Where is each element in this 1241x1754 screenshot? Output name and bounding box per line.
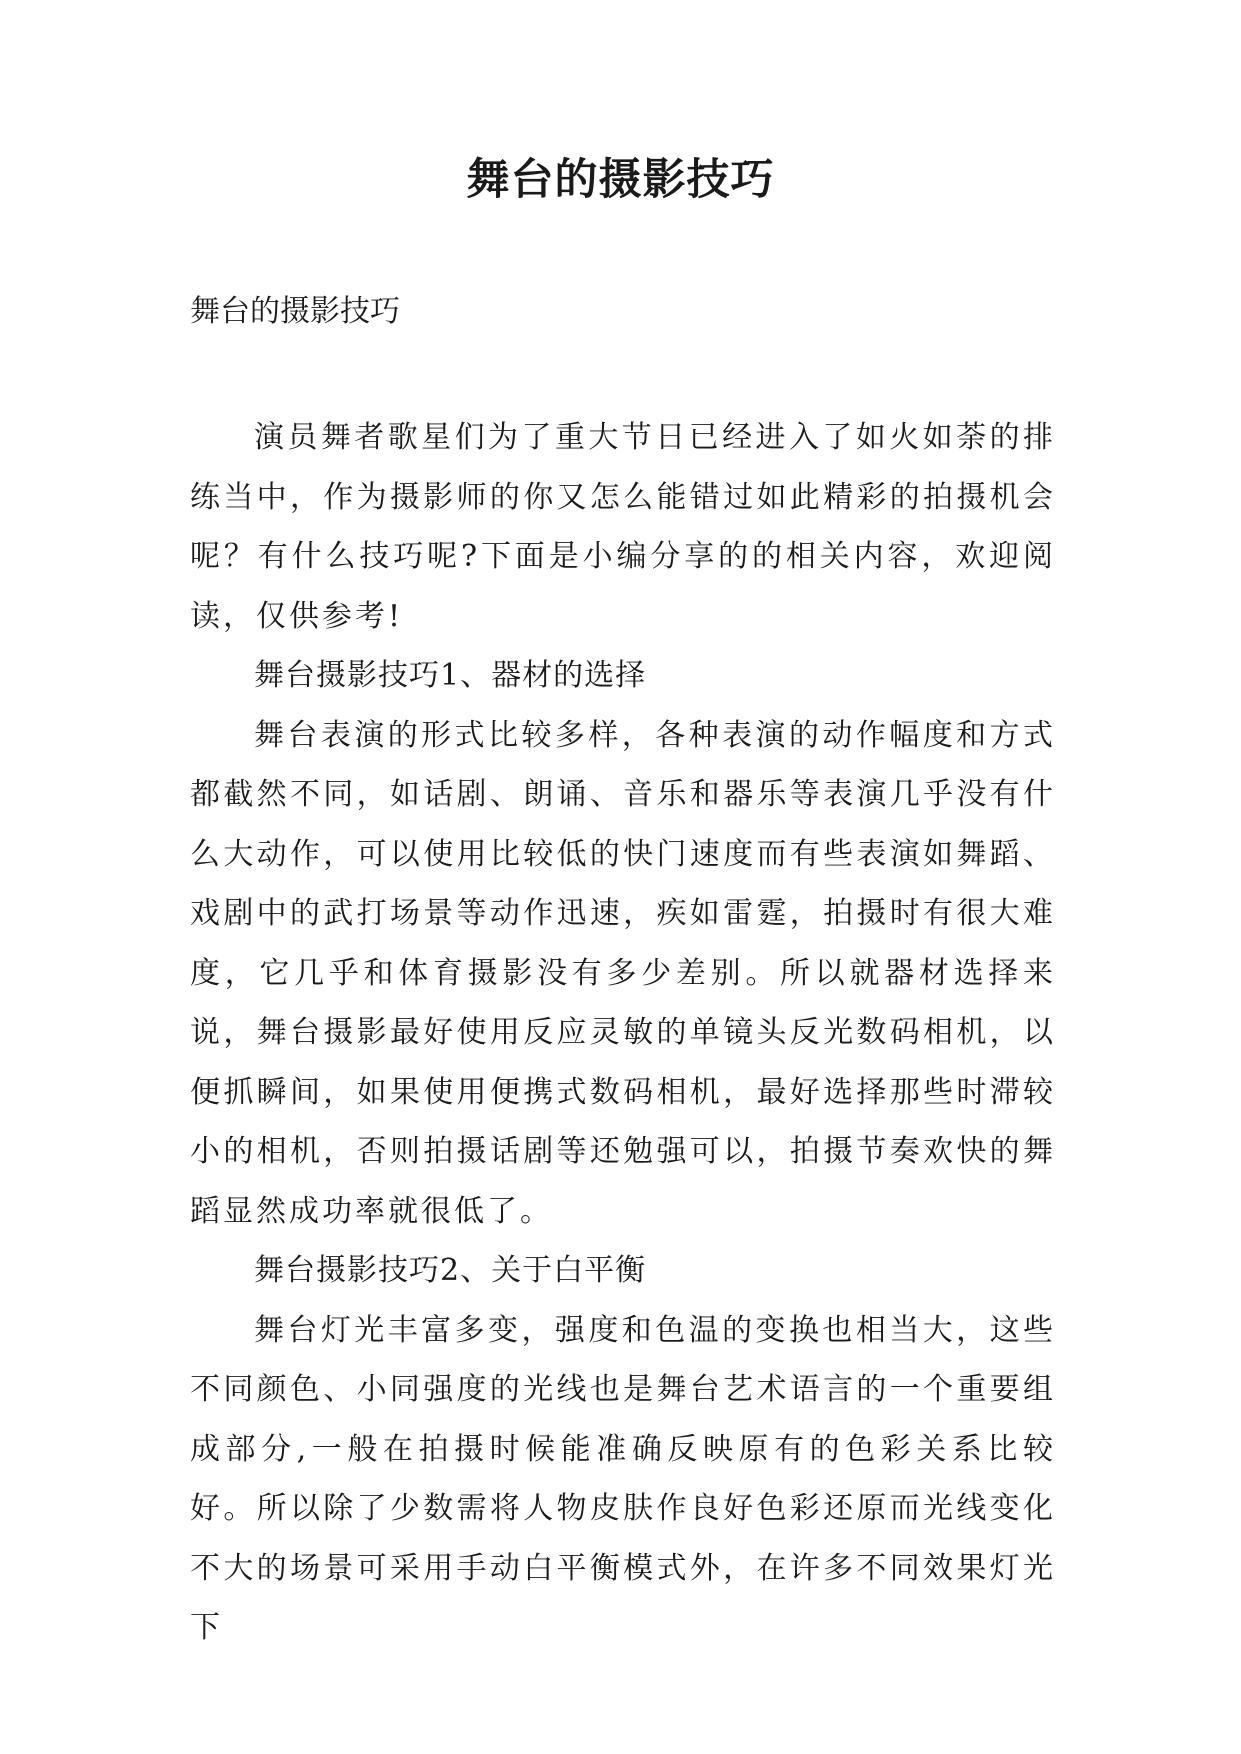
document-body [190,408,1056,1658]
page-title: 舞台的摄影技巧 [466,155,775,205]
equipment-paragraph: 舞台表演的形式比较多样，各种表演的动作幅度和方式都截然不同，如话剧、朗诵、音乐和器乐等表演几乎没有什么大动作，可以使用比较低的快门速度而有些表演如舞蹈、戏剧中的武打场景等动作迅速，疾如雷霆，拍摄时有很大难度，它几乎和体育摄影没有多少差别。所以就器材选择来说，舞台摄影最好使用反应灵敏的单镜头反光数码相机，以便抓瞬间，如果使用便携式数码相机，最好选择那些时滞较小的相机，否则拍摄话剧等还勉强可以，拍摄节奏欢快的舞蹈显然成功率就很低了。 [190,717,1056,1229]
intro-paragraph: 演员舞者歌星们为了重大节日已经进入了如火如荼的排练当中，作为摄影师的你又怎么能错过如此精彩的拍摄机会呢？有什么技巧呢?下面是小编分享的的相关内容，欢迎阅读，仅供参考! [190,420,1056,634]
section-heading-white-balance: 舞台摄影技巧2、关于白平衡 [254,1253,647,1288]
document-subtitle: 舞台的摄影技巧 [190,294,400,329]
section-heading-equipment: 舞台摄影技巧1、器材的选择 [254,658,647,693]
white-balance-paragraph: 舞台灯光丰富多变，强度和色温的变换也相当大，这些不同颜色、小同强度的光线也是舞台艺术语言的一个重要组成部分,一般在拍摄时候能准确反映原有的色彩关系比较好。所以除了少数需将人物皮肤作良好色彩还原而光线变化不大的场景可采用手动白平衡模式外，在许多不同效果灯光下 [190,1312,1056,1645]
